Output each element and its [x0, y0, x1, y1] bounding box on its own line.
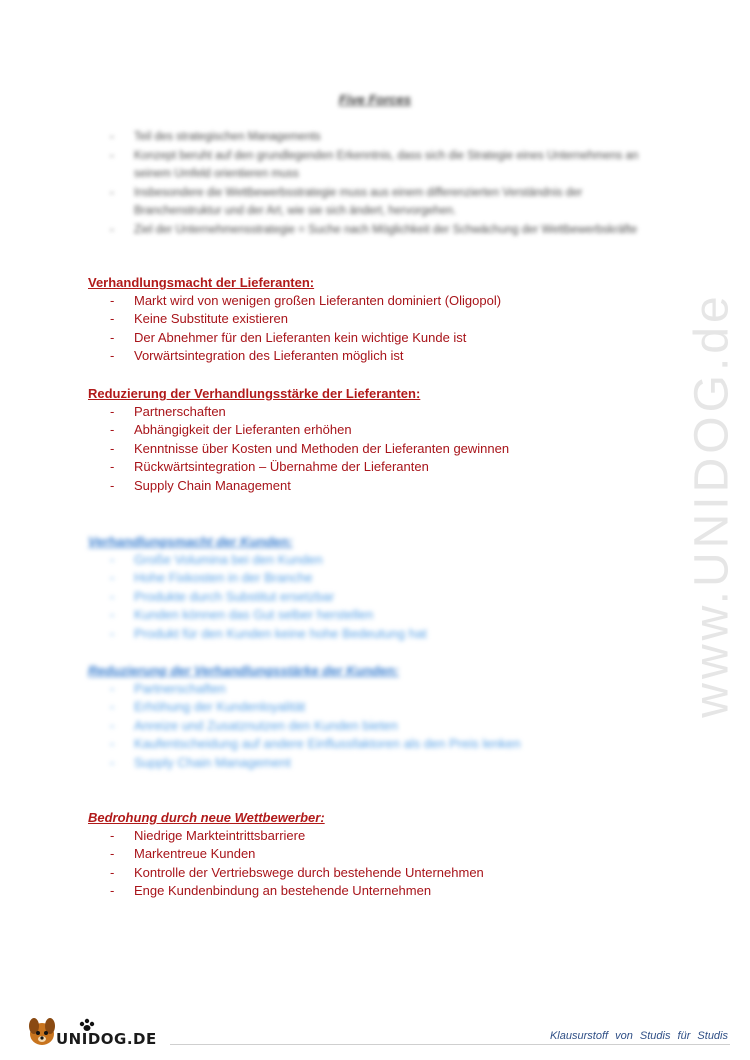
intro-list [110, 128, 640, 239]
list-item: - Partnerschaften [110, 681, 226, 696]
list-item: - Kaufentscheidung auf andere Einflussfaktoren als den Preis lenken [110, 736, 521, 752]
section-supplier-power [88, 274, 628, 366]
section-heading: Reduzierung der Verhandlungsstärke der Kunden: [88, 663, 399, 678]
list-item: - Produkte durch Substitut ersetzbar [110, 588, 335, 604]
list-item: - Erhöhung der Kundenloyalität [110, 699, 306, 715]
list-item: - Große Volumina bei den Kunden [110, 552, 323, 567]
list-item: - Kenntnisse über Kosten und Methoden der Lieferanten gewinnen [110, 440, 510, 456]
list-item: - Kontrolle der Vertriebswege durch bestehende Unternehmen [110, 864, 484, 880]
list-item: - Partnerschaften [110, 404, 226, 419]
list-item: - Niedrige Markteintrittsbarriere [110, 828, 306, 843]
section-heading: Verhandlungsmacht der Kunden: [88, 534, 293, 549]
footer-tagline: Klausurstoff von Studis für Studis [549, 1030, 728, 1042]
section-customer-power [88, 533, 628, 643]
page-title: Five Forces [338, 92, 412, 107]
section-heading: Verhandlungsmacht der Lieferanten: [88, 275, 315, 290]
list-item: - Abhängigkeit der Lieferanten erhöhen [110, 422, 352, 438]
intro-item: - Teil des strategischen Managements [110, 128, 640, 147]
intro-item: - Insbesondere die Wettbewerbsstrategie muss aus einem differenzierten Verständnis der Branchenstruktur und der Art, wie sie sich ändert, hervorgehen. [110, 184, 640, 221]
list-item: - Hohe Fixkosten in der Branche [110, 570, 313, 586]
intro-item: - Ziel der Unternehmensstrategie = Suche nach Möglichkeit der Schwächung der Wettbewerbskräfte [110, 221, 640, 240]
list-item: - Markt wird von wenigen großen Lieferanten dominiert (Oligopol) [110, 293, 502, 308]
watermark: www.UNIDOG.de [685, 292, 739, 718]
list-item: - Markentreue Kunden [110, 846, 256, 862]
list-item: - Vorwärtsintegration des Lieferanten möglich ist [110, 348, 404, 364]
section-new-entrants [88, 809, 628, 901]
list-item: - Kunden können das Gut selber herstellen [110, 607, 374, 623]
intro-item: - Konzept beruht auf den grundlegenden Erkenntnis, dass sich die Strategie eines Unternehmens an seinem Umfeld orientieren muss [110, 147, 640, 184]
section-supplier-reduction [88, 385, 628, 495]
list-item: - Der Abnehmer für den Lieferanten kein wichtige Kunde ist [110, 329, 467, 345]
logo-text: UNIDOG.DE [56, 1030, 157, 1048]
list-item: - Supply Chain Management [110, 477, 291, 493]
list-item: - Supply Chain Management [110, 754, 291, 770]
footer-divider [170, 1044, 730, 1045]
section-heading: Reduzierung der Verhandlungsstärke der Lieferanten: [88, 386, 421, 401]
list-item: - Anreize und Zusatznutzen den Kunden bieten [110, 717, 398, 733]
list-item: - Keine Substitute existieren [110, 311, 288, 327]
list-item: - Produkt für den Kunden keine hohe Bedeutung hat [110, 625, 427, 641]
list-item: - Enge Kundenbindung an bestehende Unternehmen [110, 883, 432, 899]
list-item: - Rückwärtsintegration – Übernahme der Lieferanten [110, 459, 429, 475]
section-customer-reduction [88, 662, 628, 772]
section-heading: Bedrohung durch neue Wettbewerber: [88, 810, 325, 825]
